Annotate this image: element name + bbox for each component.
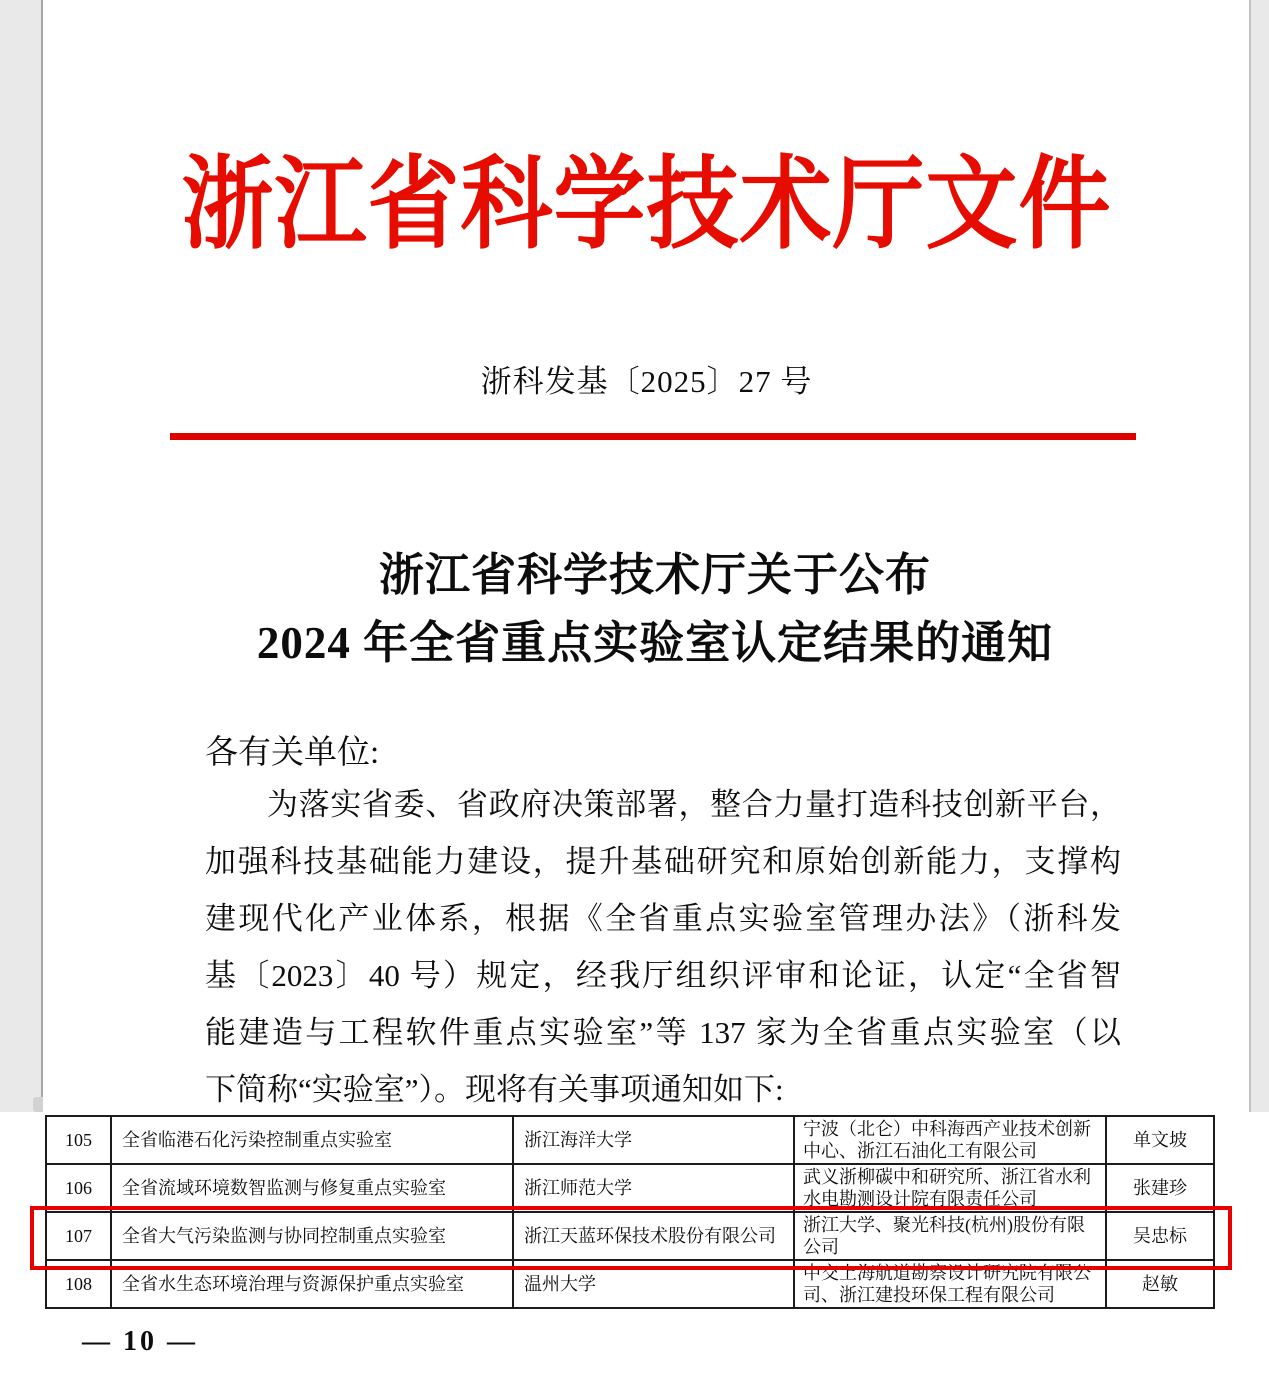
salutation: 各有关单位:	[205, 735, 380, 771]
right-margin-strip	[1249, 0, 1269, 1112]
cell-row-number: 105	[46, 1116, 111, 1164]
cell-director: 吴忠标	[1106, 1212, 1214, 1260]
body-line: 建现代化产业体系，根据《全省重点实验室管理办法》（浙科发	[205, 901, 1121, 936]
body-line: 为落实省委、省政府决策部署，整合力量打造科技创新平台，	[267, 787, 1121, 822]
cell-partner-institutions: 宁波（北仑）中科海西产业技术创新中心、浙江石油化工有限公司	[794, 1116, 1106, 1164]
cell-director: 赵敏	[1106, 1260, 1214, 1308]
body-line: 基〔2023〕40 号）规定，经我厅组织评审和论证，认定“全省智	[205, 958, 1121, 993]
page-number: — 10 —	[82, 1326, 198, 1357]
cell-director: 单文坡	[1106, 1116, 1214, 1164]
table-row-106	[46, 1164, 1214, 1212]
table-row-108	[46, 1260, 1214, 1308]
notice-title-line1: 浙江省科学技术厅关于公布	[378, 550, 931, 600]
cell-row-number: 108	[46, 1260, 111, 1308]
cell-partner-institutions: 浙江大学、聚光科技(杭州)股份有限公司	[794, 1212, 1106, 1260]
body-line: 下简称“实验室”）。现将有关事项通知如下:	[205, 1072, 784, 1107]
document-header-title: 浙江省科学技术厅文件	[181, 148, 1112, 262]
cell-director: 张建珍	[1106, 1164, 1214, 1212]
red-divider-line	[170, 433, 1136, 440]
document-number: 浙科发基〔2025〕27 号	[480, 364, 813, 399]
results-table	[45, 1115, 1215, 1309]
cell-host-institution: 浙江天蓝环保技术股份有限公司	[513, 1212, 794, 1260]
cell-partner-institutions: 中交上海航道勘察设计研究院有限公司、浙江建投环保工程有限公司	[794, 1260, 1106, 1308]
cell-host-institution: 浙江海洋大学	[513, 1116, 794, 1164]
cell-host-institution: 温州大学	[513, 1260, 794, 1308]
cell-host-institution: 浙江师范大学	[513, 1164, 794, 1212]
body-paragraph	[205, 776, 1121, 1118]
body-line: 加强科技基础能力建设，提升基础研究和原始创新能力，支撑构	[205, 844, 1121, 879]
cell-lab-name: 全省水生态环境治理与资源保护重点实验室	[111, 1260, 513, 1308]
cell-row-number: 107	[46, 1212, 111, 1260]
left-margin-strip	[0, 0, 43, 1112]
table-row-105	[46, 1116, 1214, 1164]
cell-lab-name: 全省临港石化污染控制重点实验室	[111, 1116, 513, 1164]
notice-title-line2: 2024 年全省重点实验室认定结果的通知	[256, 618, 1054, 668]
table-row-107-highlighted	[46, 1212, 1214, 1260]
cell-lab-name: 全省大气污染监测与协同控制重点实验室	[111, 1212, 513, 1260]
cell-partner-institutions: 武义浙柳碳中和研究所、浙江省水利水电勘测设计院有限责任公司	[794, 1164, 1106, 1212]
body-line: 能建造与工程软件重点实验室”等 137 家为全省重点实验室（以	[205, 1015, 1121, 1050]
cell-lab-name: 全省流域环境数智监测与修复重点实验室	[111, 1164, 513, 1212]
cell-row-number: 106	[46, 1164, 111, 1212]
